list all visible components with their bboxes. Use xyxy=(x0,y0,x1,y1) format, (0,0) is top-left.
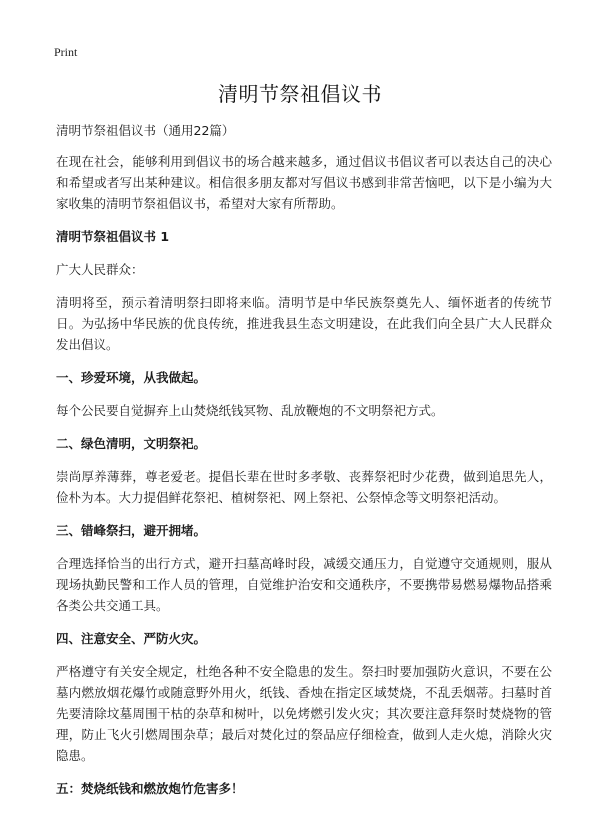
section-heading-5: 五：焚烧纸钱和燃放炮竹危害多！ xyxy=(56,781,244,796)
section-body-4: 严格遵守有关安全规定，杜绝各种不安全隐患的发生。祭扫时要加强防火意识，不要在公墓内燃放烟花爆竹或随意野外用火，纸钱、香烛在指定区域焚烧，不乱丢烟蒂。扫墓时首先要清除坟墓周围干枯的杂草和树叶，以免烤燃引发火灾；其次要注意拜祭时焚烧物的管理，防止飞火引燃周围杂草；最后对焚化过的祭品应仔细检查，做到人走火熄，消除火灾隐患。 xyxy=(56,664,552,763)
opening-paragraph: 清明将至，预示着清明祭扫即将来临。清明节是中华民族祭奠先人、缅怀逝者的传统节日。为弘扬中华民族的优良传统，推进我县生态文明建设，在此我们向全县广大人民群众发出倡议。 xyxy=(56,295,552,352)
salutation: 广大人民群众： xyxy=(56,262,144,277)
section-heading-2: 二、绿色清明，文明祭祀。 xyxy=(56,436,207,451)
letter-title: 清明节祭祖倡议书 1 xyxy=(56,229,170,244)
section-body-2: 崇尚厚养薄葬，尊老爱老。提倡长辈在世时多孝敬、丧葬祭祀时少花费，做到追思先人，俭朴为本。大力提倡鲜花祭祀、植树祭祀、网上祭祀、公祭悼念等文明祭祀活动。 xyxy=(56,469,552,505)
section-body-1: 每个公民要自觉摒弃上山焚烧纸钱冥物、乱放鞭炮的不文明祭祀方式。 xyxy=(56,403,444,418)
section-heading-1: 一、珍爱环境，从我做起。 xyxy=(56,370,207,385)
page-title: 清明节祭祖倡议书 xyxy=(218,82,382,106)
section-body-3: 合理选择恰当的出行方式，避开扫墓高峰时段，减缓交通压力，自觉遵守交通规则，服从现场执勤民警和工作人员的管理，自觉维护治安和交通秩序，不要携带易燃易爆物品搭乘各类公共交通工具。 xyxy=(56,556,552,613)
print-link[interactable]: Print xyxy=(54,45,78,59)
document-body xyxy=(56,120,552,811)
intro-paragraph: 在现在社会，能够利用到倡议书的场合越来越多，通过倡议书倡议者可以表达自己的决心和希望或者写出某种建议。相信很多朋友都对写倡议书感到非常苦恼吧，以下是小编为大家收集的清明节祭祖倡议书，希望对大家有所帮助。 xyxy=(56,154,552,211)
document-subtitle: 清明节祭祖倡议书（通用22篇） xyxy=(56,123,235,138)
section-heading-4: 四、注意安全、严防火灾。 xyxy=(56,631,207,646)
section-heading-3: 三、错峰祭扫，避开拥堵。 xyxy=(56,523,207,538)
